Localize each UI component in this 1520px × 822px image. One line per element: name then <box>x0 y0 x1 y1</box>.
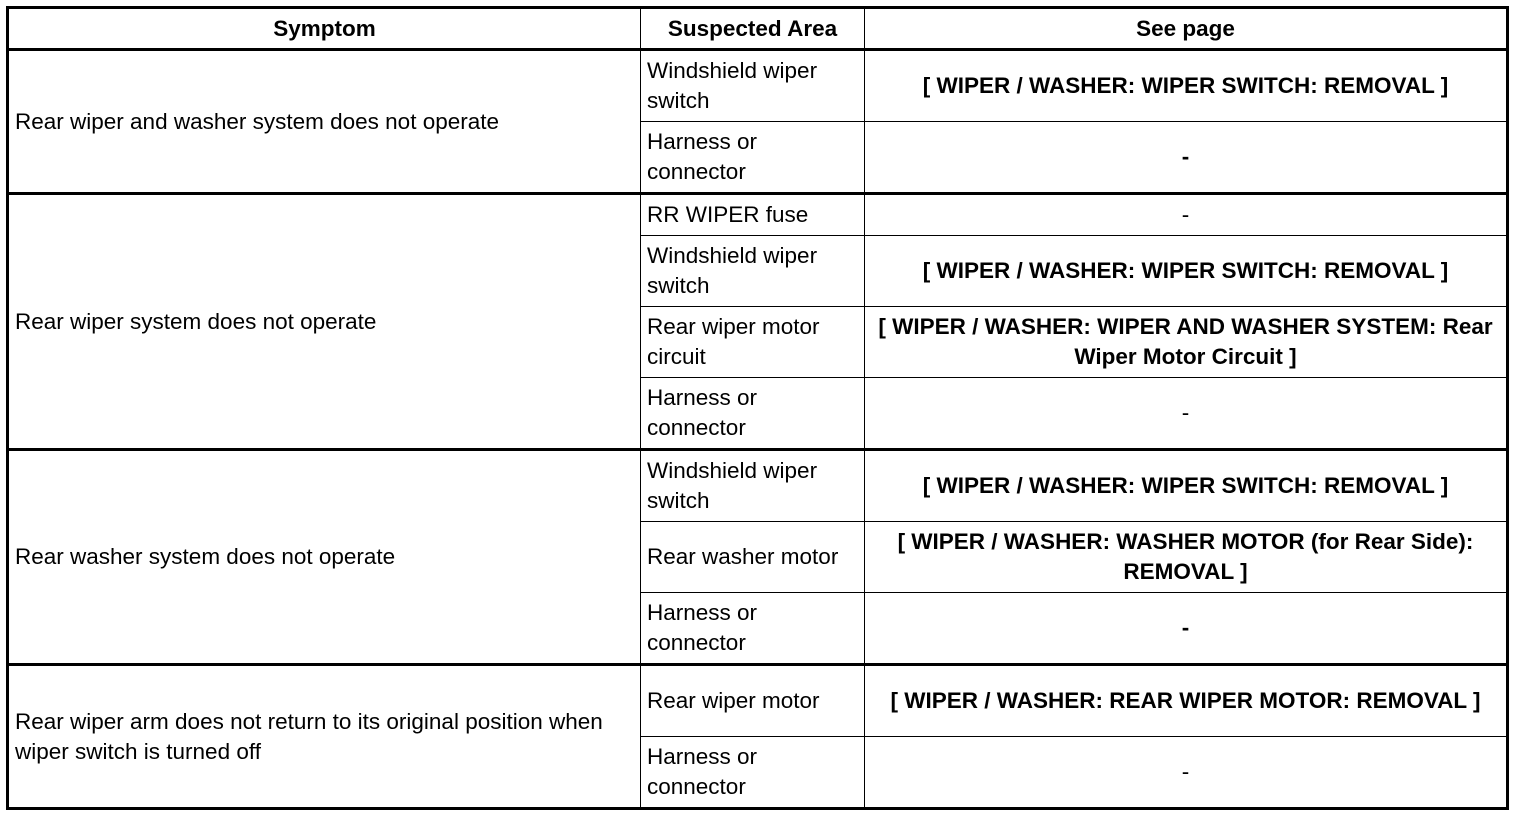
header-see-page: See page <box>865 8 1508 50</box>
suspected-area-cell: Windshield wiper switch <box>641 450 865 522</box>
see-page-link[interactable]: [ WIPER / WASHER: WIPER SWITCH: REMOVAL ] <box>865 50 1508 122</box>
symptom-cell: Rear wiper and washer system does not operate <box>8 50 641 194</box>
suspected-area-cell: Rear wiper motor circuit <box>641 307 865 378</box>
see-page-cell: - <box>865 194 1508 236</box>
table-row <box>8 665 1508 737</box>
suspected-area-cell: Harness or connector <box>641 122 865 194</box>
see-page-link[interactable]: [ WIPER / WASHER: REAR WIPER MOTOR: REMOVAL ] <box>865 665 1508 737</box>
see-page-link[interactable]: [ WIPER / WASHER: WIPER SWITCH: REMOVAL ] <box>865 236 1508 307</box>
symptom-cell: Rear wiper arm does not return to its original position when wiper switch is turned off <box>8 665 641 809</box>
see-page-cell: - <box>865 122 1508 194</box>
troubleshooting-table <box>6 6 1509 810</box>
table-row <box>8 194 1508 236</box>
table-row <box>8 450 1508 522</box>
suspected-area-cell: Windshield wiper switch <box>641 236 865 307</box>
suspected-area-cell: Rear wiper motor <box>641 665 865 737</box>
table-row <box>8 50 1508 122</box>
troubleshooting-table-container <box>6 6 1509 810</box>
see-page-cell: - <box>865 737 1508 809</box>
suspected-area-cell: Rear washer motor <box>641 522 865 593</box>
suspected-area-cell: Harness or connector <box>641 378 865 450</box>
header-symptom: Symptom <box>8 8 641 50</box>
table-header-row <box>8 8 1508 50</box>
symptom-cell: Rear wiper system does not operate <box>8 194 641 450</box>
see-page-link[interactable]: [ WIPER / WASHER: WIPER AND WASHER SYSTEM: Rear Wiper Motor Circuit ] <box>865 307 1508 378</box>
suspected-area-cell: Harness or connector <box>641 593 865 665</box>
see-page-cell: - <box>865 378 1508 450</box>
see-page-link[interactable]: [ WIPER / WASHER: WIPER SWITCH: REMOVAL ] <box>865 450 1508 522</box>
see-page-link[interactable]: [ WIPER / WASHER: WASHER MOTOR (for Rear Side): REMOVAL ] <box>865 522 1508 593</box>
symptom-cell: Rear washer system does not operate <box>8 450 641 665</box>
suspected-area-cell: Harness or connector <box>641 737 865 809</box>
suspected-area-cell: RR WIPER fuse <box>641 194 865 236</box>
header-suspected-area: Suspected Area <box>641 8 865 50</box>
suspected-area-cell: Windshield wiper switch <box>641 50 865 122</box>
see-page-cell: - <box>865 593 1508 665</box>
